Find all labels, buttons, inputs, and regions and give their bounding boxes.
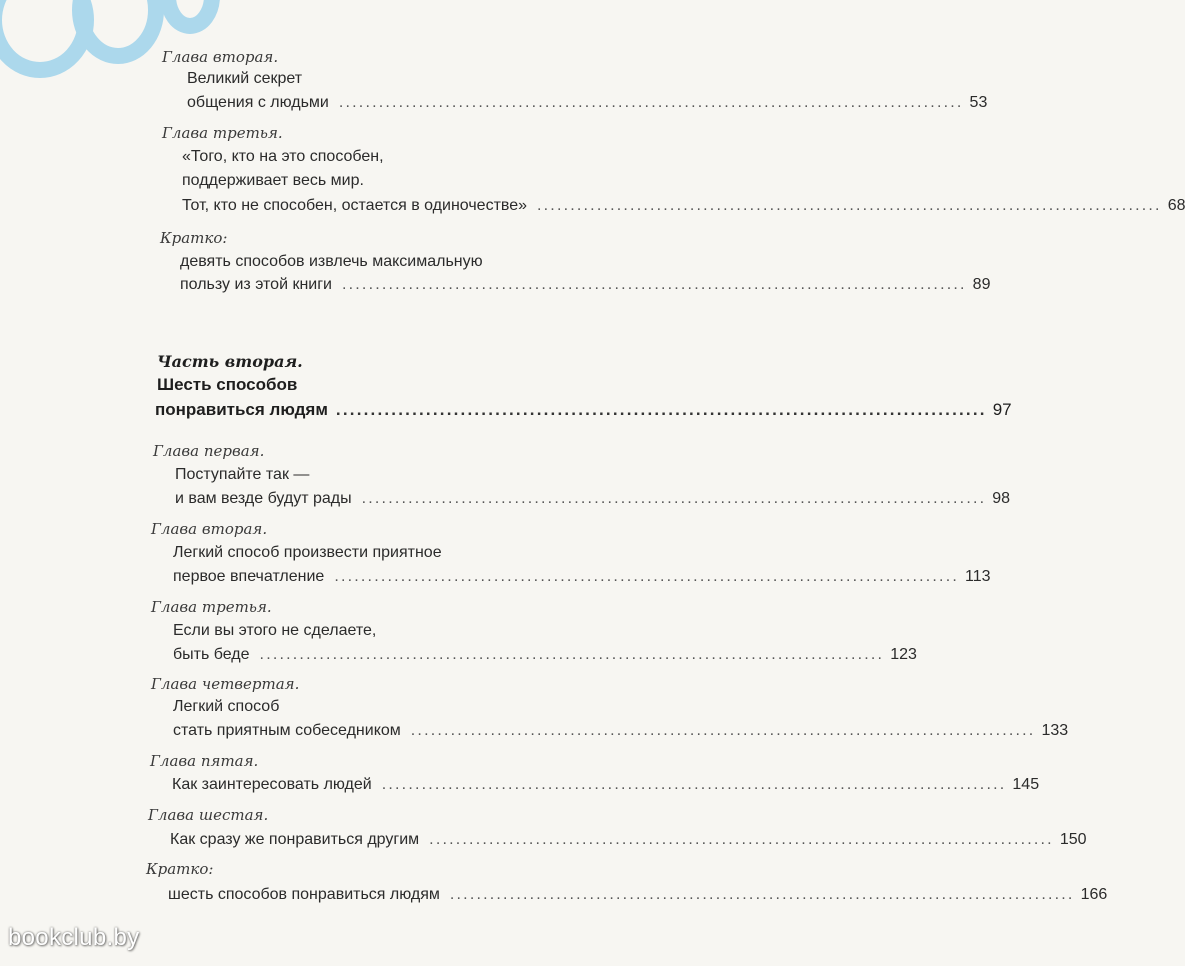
leader-dots: .............................................................................................. (338, 94, 964, 111)
leader-dots: .............................................................................................. (381, 776, 1007, 793)
leader-dots: .............................................................................................. (334, 568, 959, 585)
chapter-title-line: пользу из этой книги (180, 276, 332, 293)
part-title-line: понравиться людям (155, 400, 328, 419)
page-number: 150 (1059, 831, 1087, 848)
page-number: 97 (992, 400, 1012, 419)
leader-dots: .............................................................................................. (537, 197, 1162, 214)
chapter-label: Глава вторая. (151, 520, 268, 538)
chapter-title-line: поддерживает весь мир. (182, 172, 364, 189)
page-number: 113 (965, 568, 991, 585)
leader-dots: .............................................................................................. (361, 490, 987, 507)
toc-entry[interactable] (168, 886, 1108, 904)
page-number: 166 (1080, 886, 1108, 903)
chapter-title-line: стать приятным собеседником (173, 722, 401, 739)
chapter-label: Глава шестая. (148, 806, 269, 824)
part-title-line: Шесть способов (157, 375, 298, 394)
chapter-title-line: быть беде (173, 646, 250, 663)
chapter-title-line: Легкий способ (173, 698, 280, 715)
toc-entry[interactable] (172, 776, 1040, 794)
page-number: 98 (992, 490, 1011, 507)
page-number: 89 (972, 276, 991, 293)
toc-entry[interactable] (187, 94, 988, 112)
site-watermark: bookclub.by (8, 924, 140, 951)
page-number: 133 (1041, 722, 1069, 739)
chapter-title-line: первое впечатление (173, 568, 325, 585)
page-number: 53 (969, 94, 988, 111)
chapter-title-line: Великий секрет (187, 70, 303, 87)
chapter-title-line: шесть способов понравиться людям (168, 886, 440, 903)
toc-entry[interactable] (173, 646, 917, 664)
toc-entry[interactable] (175, 490, 1011, 508)
chapter-title-line: девять способов извлечь максимальную (180, 253, 483, 270)
chapter-title-line: Как сразу же понравиться другим (170, 831, 420, 848)
toc-entry[interactable] (182, 197, 1185, 215)
summary-label: Кратко: (160, 229, 228, 247)
chapter-label: Глава третья. (151, 598, 272, 616)
leader-dots: .............................................................................................. (449, 886, 1075, 903)
leader-dots: .............................................................................................. (342, 276, 967, 293)
toc-entry[interactable] (173, 722, 1069, 740)
chapter-title-line: Тот, кто не способен, остается в одиночестве» (182, 197, 528, 214)
summary-label: Кратко: (146, 860, 214, 878)
page-number: 123 (890, 646, 917, 663)
toc-entry[interactable] (173, 568, 991, 586)
chapter-title-line: и вам везде будут рады (175, 490, 352, 507)
chapter-title-line: «Того, кто на это способен, (182, 148, 384, 165)
toc-entry[interactable] (170, 831, 1087, 849)
chapter-title-line: Если вы этого не сделаете, (173, 622, 377, 639)
leader-dots: .............................................................................................. (410, 722, 1036, 739)
chapter-label: Глава четвертая. (151, 675, 300, 693)
chapter-title-line: Поступайте так — (175, 466, 310, 483)
chapter-title-line: общения с людьми (187, 94, 329, 111)
chapter-label: Глава первая. (153, 442, 265, 460)
page-number: 145 (1012, 776, 1040, 793)
leader-dots: .............................................................................................. (259, 646, 885, 663)
leader-dots: .............................................................................................. (429, 831, 1054, 848)
chapter-label: Глава вторая. (162, 48, 279, 66)
chapter-label: Глава третья. (162, 124, 283, 142)
leader-dots: .............................................................................................. (335, 400, 987, 419)
toc-part-entry[interactable] (155, 400, 1012, 420)
chapter-title-line: Как заинтересовать людей (172, 776, 372, 793)
chapter-title-line: Легкий способ произвести приятное (173, 544, 442, 561)
part-label: Часть вторая. (157, 352, 303, 371)
toc-entry[interactable] (180, 276, 991, 294)
page-number: 68 (1167, 197, 1185, 214)
chapter-label: Глава пятая. (150, 752, 259, 770)
